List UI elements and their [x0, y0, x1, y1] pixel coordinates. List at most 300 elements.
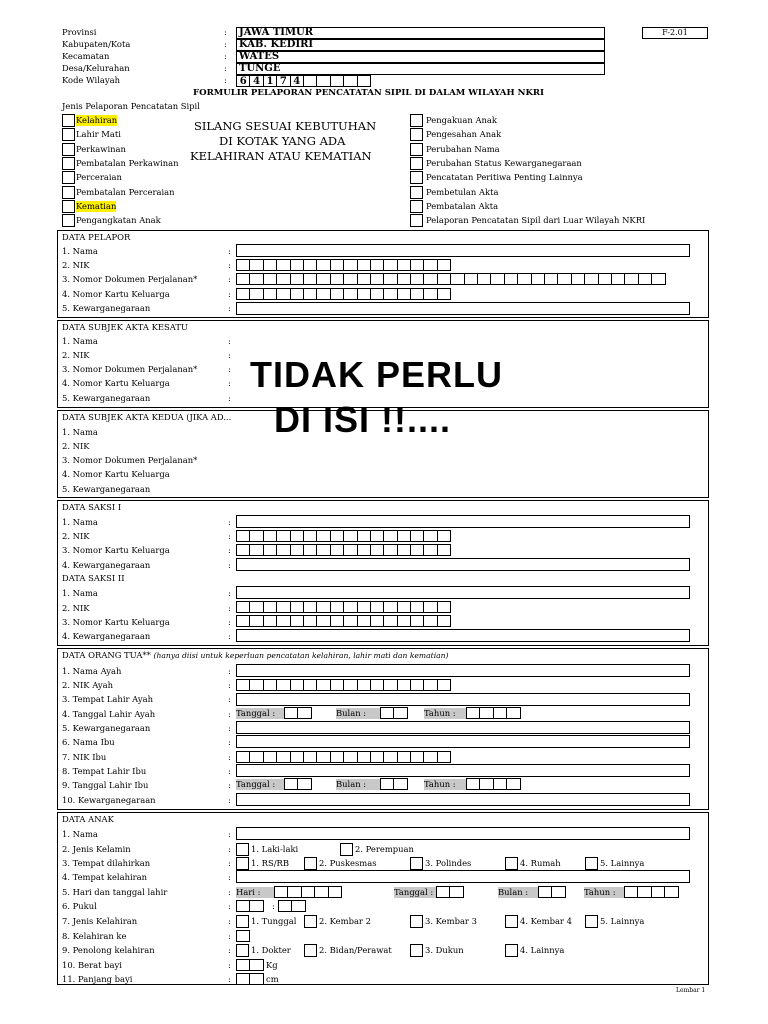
input-cell[interactable]	[303, 273, 317, 285]
input-cell[interactable]	[383, 615, 397, 627]
input-cell[interactable]	[249, 615, 263, 627]
input-cell[interactable]	[236, 900, 250, 912]
input-cell[interactable]	[316, 615, 330, 627]
input-cell[interactable]	[437, 530, 451, 542]
input-cell[interactable]	[316, 259, 330, 271]
input-cell[interactable]	[450, 273, 464, 285]
input-cell[interactable]	[397, 615, 411, 627]
checkbox-pembatalan-perkawinan[interactable]	[62, 157, 75, 170]
input-cell[interactable]	[383, 530, 397, 542]
colon: :	[228, 872, 231, 882]
saksi2-row-label: 3. Nomor Kartu Keluarga	[62, 617, 170, 627]
input-cell[interactable]	[343, 288, 357, 300]
saksi1-nik-cells[interactable]	[236, 530, 450, 542]
input-cell[interactable]	[330, 751, 344, 763]
input-cell[interactable]	[517, 273, 531, 285]
kode-cell[interactable]	[316, 75, 330, 87]
input-cell[interactable]	[357, 544, 371, 556]
input-cell[interactable]	[410, 273, 424, 285]
kode-cell[interactable]: 7	[276, 75, 290, 87]
saksi2-nama-input[interactable]	[236, 586, 690, 599]
input-cell[interactable]	[437, 751, 451, 763]
input-cell[interactable]	[301, 886, 315, 898]
tanggal-lahir-cells[interactable]	[436, 886, 463, 898]
input-cell[interactable]	[584, 273, 598, 285]
input-cell[interactable]	[423, 288, 437, 300]
input-cell[interactable]	[383, 679, 397, 691]
input-cell[interactable]	[423, 615, 437, 627]
input-cell[interactable]	[263, 288, 277, 300]
tahun-lahir-cells[interactable]	[624, 886, 678, 898]
bulan-lahir-cells[interactable]	[538, 886, 565, 898]
saksi1-kewarganegaraan-input[interactable]	[236, 558, 690, 571]
kode-cell[interactable]	[343, 75, 357, 87]
kode-cell[interactable]: 4	[249, 75, 263, 87]
input-cell[interactable]	[410, 679, 424, 691]
input-cell[interactable]	[249, 601, 263, 613]
input-cell[interactable]	[276, 601, 290, 613]
checkbox-perceraian[interactable]	[62, 171, 75, 184]
input-cell[interactable]	[490, 273, 504, 285]
input-cell[interactable]	[651, 886, 665, 898]
input-cell[interactable]	[343, 273, 357, 285]
input-cell[interactable]	[236, 530, 250, 542]
input-cell[interactable]	[276, 259, 290, 271]
kode-cell[interactable]: 4	[290, 75, 304, 87]
input-cell[interactable]	[357, 273, 371, 285]
checkbox-pelaporan-pencatatan-sipil-dari-luar-wilayah-nkri[interactable]	[410, 214, 423, 227]
input-cell[interactable]	[397, 679, 411, 691]
input-cell[interactable]	[303, 679, 317, 691]
input-cell[interactable]	[303, 615, 317, 627]
kelahiran-ke-cells[interactable]	[236, 930, 249, 942]
kecamatan-field[interactable]: WATES	[236, 51, 605, 63]
input-cell[interactable]	[624, 273, 638, 285]
saksi2-nik-cells[interactable]	[236, 601, 450, 613]
tempat-dilahirkan-option-2[interactable]	[304, 857, 317, 870]
nik-ayah-cells[interactable]	[236, 679, 450, 691]
nik-ibu-cells[interactable]	[236, 751, 450, 763]
input-cell[interactable]	[316, 530, 330, 542]
input-cell[interactable]	[249, 973, 263, 985]
input-cell[interactable]	[236, 751, 250, 763]
input-cell[interactable]	[303, 259, 317, 271]
input-cell[interactable]	[370, 259, 384, 271]
input-cell[interactable]	[236, 288, 250, 300]
input-cell[interactable]	[370, 530, 384, 542]
nama-anak-input[interactable]	[236, 827, 690, 840]
input-cell[interactable]	[263, 751, 277, 763]
input-cell[interactable]	[263, 530, 277, 542]
input-cell[interactable]	[436, 886, 450, 898]
input-cell[interactable]	[303, 601, 317, 613]
input-cell[interactable]	[370, 615, 384, 627]
bulan-ayah-cells[interactable]	[380, 707, 407, 719]
tempat-lahir-ibu-input[interactable]	[236, 764, 690, 777]
penolong-kelahiran-option-4[interactable]	[505, 944, 518, 957]
input-cell[interactable]	[316, 288, 330, 300]
input-cell[interactable]	[290, 273, 304, 285]
input-cell[interactable]	[236, 615, 250, 627]
desa-field[interactable]: TUNGE	[236, 63, 605, 75]
checkbox-kelahiran[interactable]	[62, 114, 75, 127]
input-cell[interactable]	[410, 601, 424, 613]
input-cell[interactable]	[393, 778, 407, 790]
pukul-jam-cells[interactable]	[236, 900, 263, 912]
checkbox-pembetulan-akta[interactable]	[410, 186, 423, 199]
saksi1-nama-input[interactable]	[236, 515, 690, 528]
input-cell[interactable]	[531, 273, 545, 285]
kode-cell[interactable]	[303, 75, 317, 87]
checkbox-pembatalan-akta[interactable]	[410, 200, 423, 213]
colon: :	[228, 517, 231, 527]
input-cell[interactable]	[236, 601, 250, 613]
input-cell[interactable]	[263, 615, 277, 627]
saksi1-kk-cells[interactable]	[236, 544, 450, 556]
input-cell[interactable]	[330, 615, 344, 627]
input-cell[interactable]	[383, 601, 397, 613]
input-cell[interactable]	[544, 273, 558, 285]
input-cell[interactable]	[397, 273, 411, 285]
input-cell[interactable]	[314, 886, 328, 898]
input-cell[interactable]	[236, 273, 250, 285]
input-cell[interactable]	[276, 288, 290, 300]
jenis-kelahiran-option-1[interactable]	[236, 915, 249, 928]
input-cell[interactable]	[383, 273, 397, 285]
input-cell[interactable]	[357, 530, 371, 542]
jenis-kelamin-option-1[interactable]	[236, 843, 249, 856]
input-cell[interactable]	[263, 544, 277, 556]
input-cell[interactable]	[506, 778, 520, 790]
input-cell[interactable]	[357, 601, 371, 613]
input-cell[interactable]	[437, 601, 451, 613]
saksi2-kk-cells[interactable]	[236, 615, 450, 627]
input-cell[interactable]	[278, 900, 292, 912]
tanggal-ibu-cells[interactable]	[284, 778, 311, 790]
input-cell[interactable]	[249, 273, 263, 285]
input-cell[interactable]	[343, 679, 357, 691]
input-cell[interactable]	[316, 751, 330, 763]
input-cell[interactable]	[249, 259, 263, 271]
input-cell[interactable]	[393, 707, 407, 719]
tempat-dilahirkan-option-3[interactable]	[410, 857, 423, 870]
input-cell[interactable]	[383, 288, 397, 300]
input-cell[interactable]	[290, 259, 304, 271]
input-cell[interactable]	[383, 259, 397, 271]
input-cell[interactable]	[316, 679, 330, 691]
input-cell[interactable]	[290, 288, 304, 300]
checkbox-pengangkatan-anak[interactable]	[62, 214, 75, 227]
input-cell[interactable]	[303, 530, 317, 542]
input-cell[interactable]	[397, 544, 411, 556]
nama-ibu-input[interactable]	[236, 735, 690, 748]
bulan-ibu-cells[interactable]	[380, 778, 407, 790]
input-cell[interactable]	[423, 273, 437, 285]
input-cell[interactable]	[330, 259, 344, 271]
input-cell[interactable]	[249, 959, 263, 971]
input-cell[interactable]	[263, 679, 277, 691]
input-cell[interactable]	[274, 886, 288, 898]
tempat-kelahiran-input[interactable]	[236, 870, 690, 883]
input-cell[interactable]	[466, 778, 480, 790]
checkbox-pembatalan-perceraian[interactable]	[62, 186, 75, 199]
input-cell[interactable]	[538, 886, 552, 898]
input-cell[interactable]	[357, 259, 371, 271]
tempat-lahir-ayah-input[interactable]	[236, 693, 690, 706]
input-cell[interactable]	[343, 751, 357, 763]
input-cell[interactable]	[328, 886, 342, 898]
berat-bayi-cells[interactable]	[236, 959, 263, 971]
input-cell[interactable]	[236, 973, 250, 985]
nama-ayah-input[interactable]	[236, 664, 690, 677]
input-cell[interactable]	[651, 273, 665, 285]
input-cell[interactable]	[383, 544, 397, 556]
subjek1-row-label: 4. Nomor Kartu Keluarga	[62, 378, 170, 388]
input-cell[interactable]	[330, 273, 344, 285]
anak-row-label: 5. Hari dan tanggal lahir	[62, 887, 168, 897]
tanggal-ayah-cells[interactable]	[284, 707, 311, 719]
input-cell[interactable]	[423, 544, 437, 556]
input-cell[interactable]	[263, 273, 277, 285]
input-cell[interactable]	[343, 259, 357, 271]
input-cell[interactable]	[423, 259, 437, 271]
page-footer: Lembar 1	[676, 987, 706, 994]
tempat-dilahirkan-option-5[interactable]	[585, 857, 598, 870]
input-cell[interactable]	[357, 288, 371, 300]
input-cell[interactable]	[638, 273, 652, 285]
input-cell[interactable]	[397, 259, 411, 271]
input-cell[interactable]	[397, 530, 411, 542]
input-cell[interactable]	[410, 530, 424, 542]
input-cell[interactable]	[477, 273, 491, 285]
penolong-kelahiran-option-3[interactable]	[410, 944, 423, 957]
input-cell[interactable]	[437, 288, 451, 300]
input-cell[interactable]	[316, 273, 330, 285]
pelapor-kk-cells[interactable]	[236, 288, 450, 300]
input-cell[interactable]	[380, 707, 394, 719]
input-cell[interactable]	[479, 707, 493, 719]
subjek1-row-label: 1. Nama	[62, 336, 98, 346]
input-cell[interactable]	[343, 601, 357, 613]
input-cell[interactable]	[263, 259, 277, 271]
input-cell[interactable]	[637, 886, 651, 898]
penolong-kelahiran-option-1[interactable]	[236, 944, 249, 957]
input-cell[interactable]	[330, 544, 344, 556]
input-cell[interactable]	[330, 288, 344, 300]
input-cell[interactable]	[290, 615, 304, 627]
input-cell[interactable]	[383, 751, 397, 763]
input-cell[interactable]	[370, 679, 384, 691]
input-cell[interactable]	[284, 778, 298, 790]
input-cell[interactable]	[276, 751, 290, 763]
input-cell[interactable]	[343, 544, 357, 556]
checkbox-perkawinan[interactable]	[62, 143, 75, 156]
input-cell[interactable]	[291, 900, 305, 912]
input-cell[interactable]	[297, 778, 311, 790]
input-cell[interactable]	[276, 544, 290, 556]
input-cell[interactable]	[343, 615, 357, 627]
input-cell[interactable]	[297, 707, 311, 719]
checkbox-pengesahan-anak[interactable]	[410, 128, 423, 141]
input-cell[interactable]	[249, 544, 263, 556]
input-cell[interactable]	[249, 288, 263, 300]
input-cell[interactable]	[276, 530, 290, 542]
input-cell[interactable]	[464, 273, 478, 285]
input-cell[interactable]	[410, 544, 424, 556]
input-cell[interactable]	[370, 544, 384, 556]
input-cell[interactable]	[303, 544, 317, 556]
input-cell[interactable]	[330, 679, 344, 691]
pelapor-kewarganegaraan-input[interactable]	[236, 302, 690, 315]
input-cell[interactable]	[290, 530, 304, 542]
input-cell[interactable]	[290, 679, 304, 691]
pelapor-nik-cells[interactable]	[236, 259, 450, 271]
tahun-ayah-cells[interactable]	[466, 707, 520, 719]
input-cell[interactable]	[249, 679, 263, 691]
input-cell[interactable]	[236, 959, 250, 971]
jenis-kelahiran-option-label: 4. Kembar 4	[520, 916, 572, 926]
kode-cell[interactable]	[330, 75, 344, 87]
input-cell[interactable]	[343, 530, 357, 542]
penolong-kelahiran-option-label: 2. Bidan/Perawat	[319, 945, 392, 955]
input-cell[interactable]	[357, 679, 371, 691]
input-cell[interactable]	[551, 886, 565, 898]
provinsi-field[interactable]: JAWA TIMUR	[236, 27, 605, 39]
input-cell[interactable]	[437, 679, 451, 691]
jenis-kelahiran-option-2[interactable]	[304, 915, 317, 928]
jenis-kelahiran-option-label: 1. Tunggal	[251, 916, 297, 926]
checkbox-perubahan-nama[interactable]	[410, 143, 423, 156]
input-cell[interactable]	[410, 751, 424, 763]
input-cell[interactable]	[397, 288, 411, 300]
input-cell[interactable]	[276, 273, 290, 285]
input-cell[interactable]	[370, 601, 384, 613]
input-cell[interactable]	[466, 707, 480, 719]
input-cell[interactable]	[598, 273, 612, 285]
input-cell[interactable]	[397, 601, 411, 613]
input-cell[interactable]	[423, 751, 437, 763]
input-cell[interactable]	[290, 751, 304, 763]
hari-cells[interactable]	[274, 886, 341, 898]
input-cell[interactable]	[410, 615, 424, 627]
kabupaten-field[interactable]: KAB. KEDIRI	[236, 39, 605, 51]
input-cell[interactable]	[624, 886, 638, 898]
saksi2-row-label: 1. Nama	[62, 588, 98, 598]
panjang-bayi-cells[interactable]	[236, 973, 263, 985]
section-title: DATA ORANG TUA** (hanya diisi untuk keperluan pencatatan kelahiran, lahir mati dan kematian)	[62, 650, 449, 660]
input-cell[interactable]	[330, 530, 344, 542]
input-cell[interactable]	[316, 544, 330, 556]
saksi2-kewarganegaraan-input[interactable]	[236, 629, 690, 642]
input-cell[interactable]	[370, 288, 384, 300]
input-cell[interactable]	[571, 273, 585, 285]
input-cell[interactable]	[276, 615, 290, 627]
anak-row-label: 10. Berat bayi	[62, 960, 122, 970]
cm-unit: cm	[266, 974, 279, 984]
checkbox-perubahan-status-kewarganegaraan[interactable]	[410, 157, 423, 170]
tempat-dilahirkan-option-1[interactable]	[236, 857, 249, 870]
jenis-kelahiran-option-5[interactable]	[585, 915, 598, 928]
input-cell[interactable]	[449, 886, 463, 898]
input-cell[interactable]	[357, 751, 371, 763]
input-cell[interactable]	[303, 751, 317, 763]
input-cell[interactable]	[249, 530, 263, 542]
kode-cell[interactable]: 6	[236, 75, 250, 87]
input-cell[interactable]	[410, 259, 424, 271]
checkbox-kematian[interactable]	[62, 200, 75, 213]
input-cell[interactable]	[330, 601, 344, 613]
input-cell[interactable]	[284, 707, 298, 719]
input-cell[interactable]	[276, 679, 290, 691]
input-cell[interactable]	[236, 679, 250, 691]
input-cell[interactable]	[479, 778, 493, 790]
input-cell[interactable]	[249, 751, 263, 763]
jenis-kelahiran-option-3[interactable]	[410, 915, 423, 928]
input-cell[interactable]	[423, 530, 437, 542]
jenis-kelamin-option-2[interactable]	[340, 843, 353, 856]
input-cell[interactable]	[316, 601, 330, 613]
input-cell[interactable]	[263, 601, 277, 613]
pelapor-nama-input[interactable]	[236, 244, 690, 257]
jenis-kelahiran-option-4[interactable]	[505, 915, 518, 928]
pelapor-row-label: 4. Nomor Kartu Keluarga	[62, 289, 170, 299]
input-cell[interactable]	[236, 544, 250, 556]
kode-cell[interactable]	[357, 75, 371, 87]
input-cell[interactable]	[303, 288, 317, 300]
checkbox-lahir-mati[interactable]	[62, 128, 75, 141]
input-cell[interactable]	[611, 273, 625, 285]
tahun-ibu-cells[interactable]	[466, 778, 520, 790]
colon: :	[228, 795, 231, 805]
kewarganegaraan-ibu-input[interactable]	[236, 793, 690, 806]
input-cell[interactable]	[357, 615, 371, 627]
pelapor-dokumen-cells[interactable]	[236, 273, 665, 285]
tempat-dilahirkan-option-4[interactable]	[505, 857, 518, 870]
kode-cell[interactable]: 1	[263, 75, 277, 87]
input-cell[interactable]	[236, 259, 250, 271]
input-cell[interactable]	[437, 259, 451, 271]
input-cell[interactable]	[504, 273, 518, 285]
input-cell[interactable]	[380, 778, 394, 790]
input-cell[interactable]	[370, 273, 384, 285]
input-cell[interactable]	[236, 930, 250, 942]
kode-wilayah-cells[interactable]	[236, 75, 370, 87]
checkbox-pengakuan-anak[interactable]	[410, 114, 423, 127]
checkbox-pencatatan-peritiwa-penting-lainnya[interactable]	[410, 171, 423, 184]
pukul-menit-cells[interactable]	[278, 900, 305, 912]
input-cell[interactable]	[249, 900, 263, 912]
input-cell[interactable]	[290, 601, 304, 613]
input-cell[interactable]	[290, 544, 304, 556]
input-cell[interactable]	[423, 601, 437, 613]
input-cell[interactable]	[437, 544, 451, 556]
kewarganegaraan-ayah-input[interactable]	[236, 721, 690, 734]
input-cell[interactable]	[493, 707, 507, 719]
input-cell[interactable]	[287, 886, 301, 898]
input-cell[interactable]	[493, 778, 507, 790]
input-cell[interactable]	[437, 615, 451, 627]
input-cell[interactable]	[557, 273, 571, 285]
input-cell[interactable]	[437, 273, 451, 285]
input-cell[interactable]	[506, 707, 520, 719]
colon: :	[228, 960, 231, 970]
penolong-kelahiran-option-2[interactable]	[304, 944, 317, 957]
input-cell[interactable]	[370, 751, 384, 763]
input-cell[interactable]	[397, 751, 411, 763]
input-cell[interactable]	[423, 679, 437, 691]
input-cell[interactable]	[664, 886, 678, 898]
input-cell[interactable]	[410, 288, 424, 300]
